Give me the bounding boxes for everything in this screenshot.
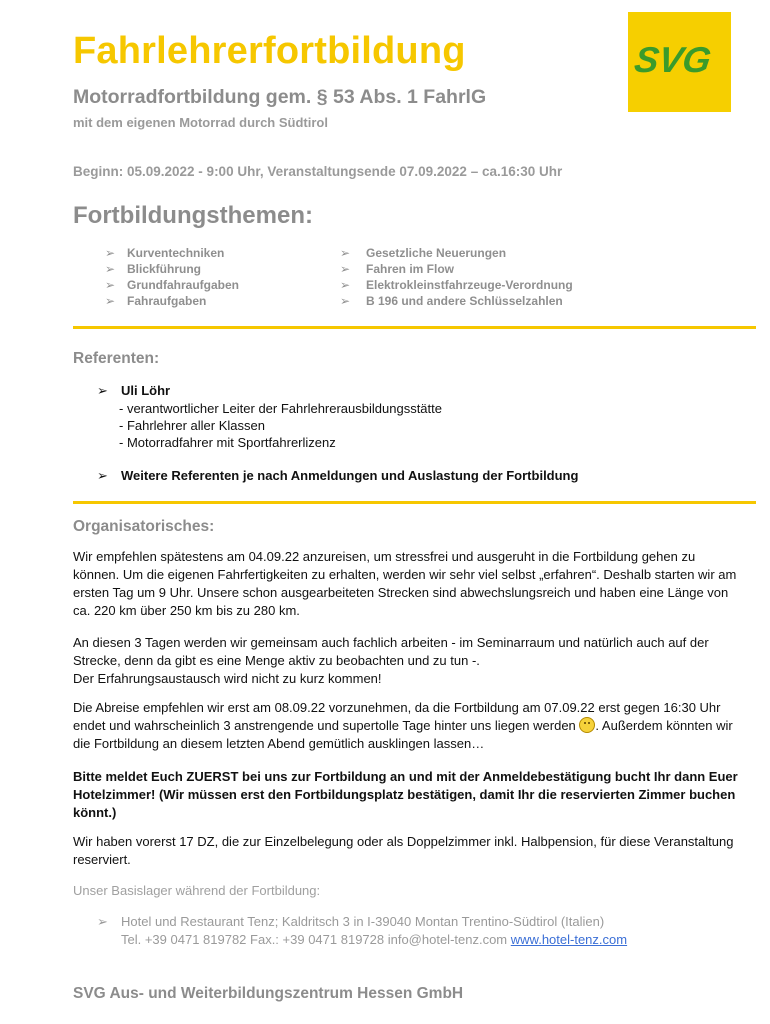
referent-detail: - Motorradfahrer mit Sportfahrerlizenz: [119, 435, 336, 450]
referent-detail: - verantwortlicher Leiter der Fahrlehrerausbildungsstätte: [119, 401, 442, 416]
page-title: Fahrlehrerfortbildung: [73, 30, 466, 72]
info-paragraph: [73, 699, 738, 753]
arrow-bullet-icon: ➢: [97, 914, 108, 929]
referent-detail: - Fahrlehrer aller Klassen: [119, 418, 265, 433]
arrow-bullet-icon: ➢: [340, 278, 351, 292]
arrow-bullet-icon: ➢: [97, 383, 108, 398]
hotel-website-link[interactable]: www.hotel-tenz.com: [510, 932, 628, 947]
booking-notice: Bitte meldet Euch ZUERST bei uns zur Fortbildung an und mit der Anmeldebestätigung bucht Ihr dann Euer Hotelzimmer! (Wir müssen erst den Fortbildungsplatz bestätigen, damit Ihr die reservierten Zimmer buchen könnt.): [73, 769, 738, 820]
info-line: An diesen 3 Tagen werden wir gemeinsam auch fachlich arbeiten - im Seminarraum und natürlich auch auf der Strecke, denn da gibt es eine Menge aktiv zu beobachten und zu tun -.: [73, 635, 709, 668]
theme-label: Elektrokleinstfahrzeuge-Verordnung: [366, 278, 573, 292]
info-line: Der Erfahrungsaustausch wird nicht zu kurz kommen!: [73, 671, 382, 686]
divider: [73, 501, 756, 504]
hotel-entry: [97, 913, 737, 949]
event-dates: Beginn: 05.09.2022 - 9:00 Uhr, Veranstaltungsende 07.09.2022 – ca.16:30 Uhr: [73, 164, 563, 179]
referent-entry-more: [97, 468, 717, 486]
page-tagline: mit dem eigenen Motorrad durch Südtirol: [73, 115, 328, 130]
logo-lettering: SVG: [631, 39, 714, 80]
theme-label: Fahren im Flow: [366, 262, 455, 276]
hotel-contact: [121, 931, 627, 948]
footer-organization: SVG Aus- und Weiterbildungszentrum Hessen GmbH: [73, 985, 464, 1002]
arrow-bullet-icon: ➢: [105, 262, 116, 276]
arrow-bullet-icon: ➢: [97, 468, 108, 483]
themes-heading: Fortbildungsthemen:: [73, 202, 313, 229]
info-paragraph: [73, 634, 738, 688]
wink-smiley-icon: [579, 717, 595, 733]
theme-label: Kurventechniken: [127, 246, 225, 260]
arrow-bullet-icon: ➢: [340, 294, 351, 308]
info-text: . Außerdem könnten wir die Fortbildung an diesem letzten Abend gemütlich ausklingen lassen…: [73, 718, 733, 751]
arrow-bullet-icon: ➢: [340, 246, 351, 260]
theme-label: Gesetzliche Neuerungen: [366, 246, 507, 260]
theme-label: Fahraufgaben: [127, 294, 207, 308]
basislager-heading: Unser Basislager während der Fortbildung:: [73, 883, 321, 898]
divider: [73, 326, 756, 329]
hotel-phone-fax-email: Tel. +39 0471 819782 Fax.: +39 0471 819728 info@hotel-tenz.com: [121, 932, 508, 947]
organisatorisches-heading: Organisatorisches:: [73, 518, 215, 535]
hotel-address: Hotel und Restaurant Tenz; Kaldritsch 3 in I-39040 Montan Trentino-Südtirol (Italien): [121, 914, 605, 929]
info-paragraph: Wir haben vorerst 17 DZ, die zur Einzelbelegung oder als Doppelzimmer inkl. Halbpension, für diese Veranstaltung reserviert.: [73, 834, 734, 867]
referenten-heading: Referenten:: [73, 350, 160, 367]
arrow-bullet-icon: ➢: [105, 278, 116, 292]
theme-label: Blickführung: [127, 262, 201, 276]
page-subtitle: Motorradfortbildung gem. § 53 Abs. 1 FahrlG: [73, 86, 487, 108]
info-paragraph: Wir empfehlen spätestens am 04.09.22 anzureisen, um stressfrei und ausgeruht in die Fortbildung gehen zu können. Um die eigenen Fahrfertigkeiten zu erhalten, werden wir sehr viel selbst „erfahren“. Deshalb starten wir am ersten Tag um 9 Uhr. Unsere schon ausgearbeiteten Strecken sind abwechslungsreich und haben eine Länge von ca. 220 km über 250 km bis zu 280 km.: [73, 549, 737, 618]
svg-logo: [628, 12, 731, 112]
arrow-bullet-icon: ➢: [105, 246, 116, 260]
referent-name: Uli Löhr: [121, 383, 171, 398]
referent-entry: [97, 383, 697, 453]
theme-label: Grundfahraufgaben: [127, 278, 240, 292]
arrow-bullet-icon: ➢: [105, 294, 116, 308]
more-referenten-note: Weitere Referenten je nach Anmeldungen und Auslastung der Fortbildung: [121, 468, 579, 483]
arrow-bullet-icon: ➢: [340, 262, 351, 276]
theme-label: B 196 und andere Schlüsselzahlen: [366, 294, 563, 308]
info-text: Die Abreise empfehlen wir erst am 08.09.22 vorzunehmen, da die Fortbildung am 07.09.22 erst gegen 16:30 Uhr endet und wahrscheinlich 3 anstrengende und supertolle Tage hinter uns liegen werden: [73, 700, 721, 733]
